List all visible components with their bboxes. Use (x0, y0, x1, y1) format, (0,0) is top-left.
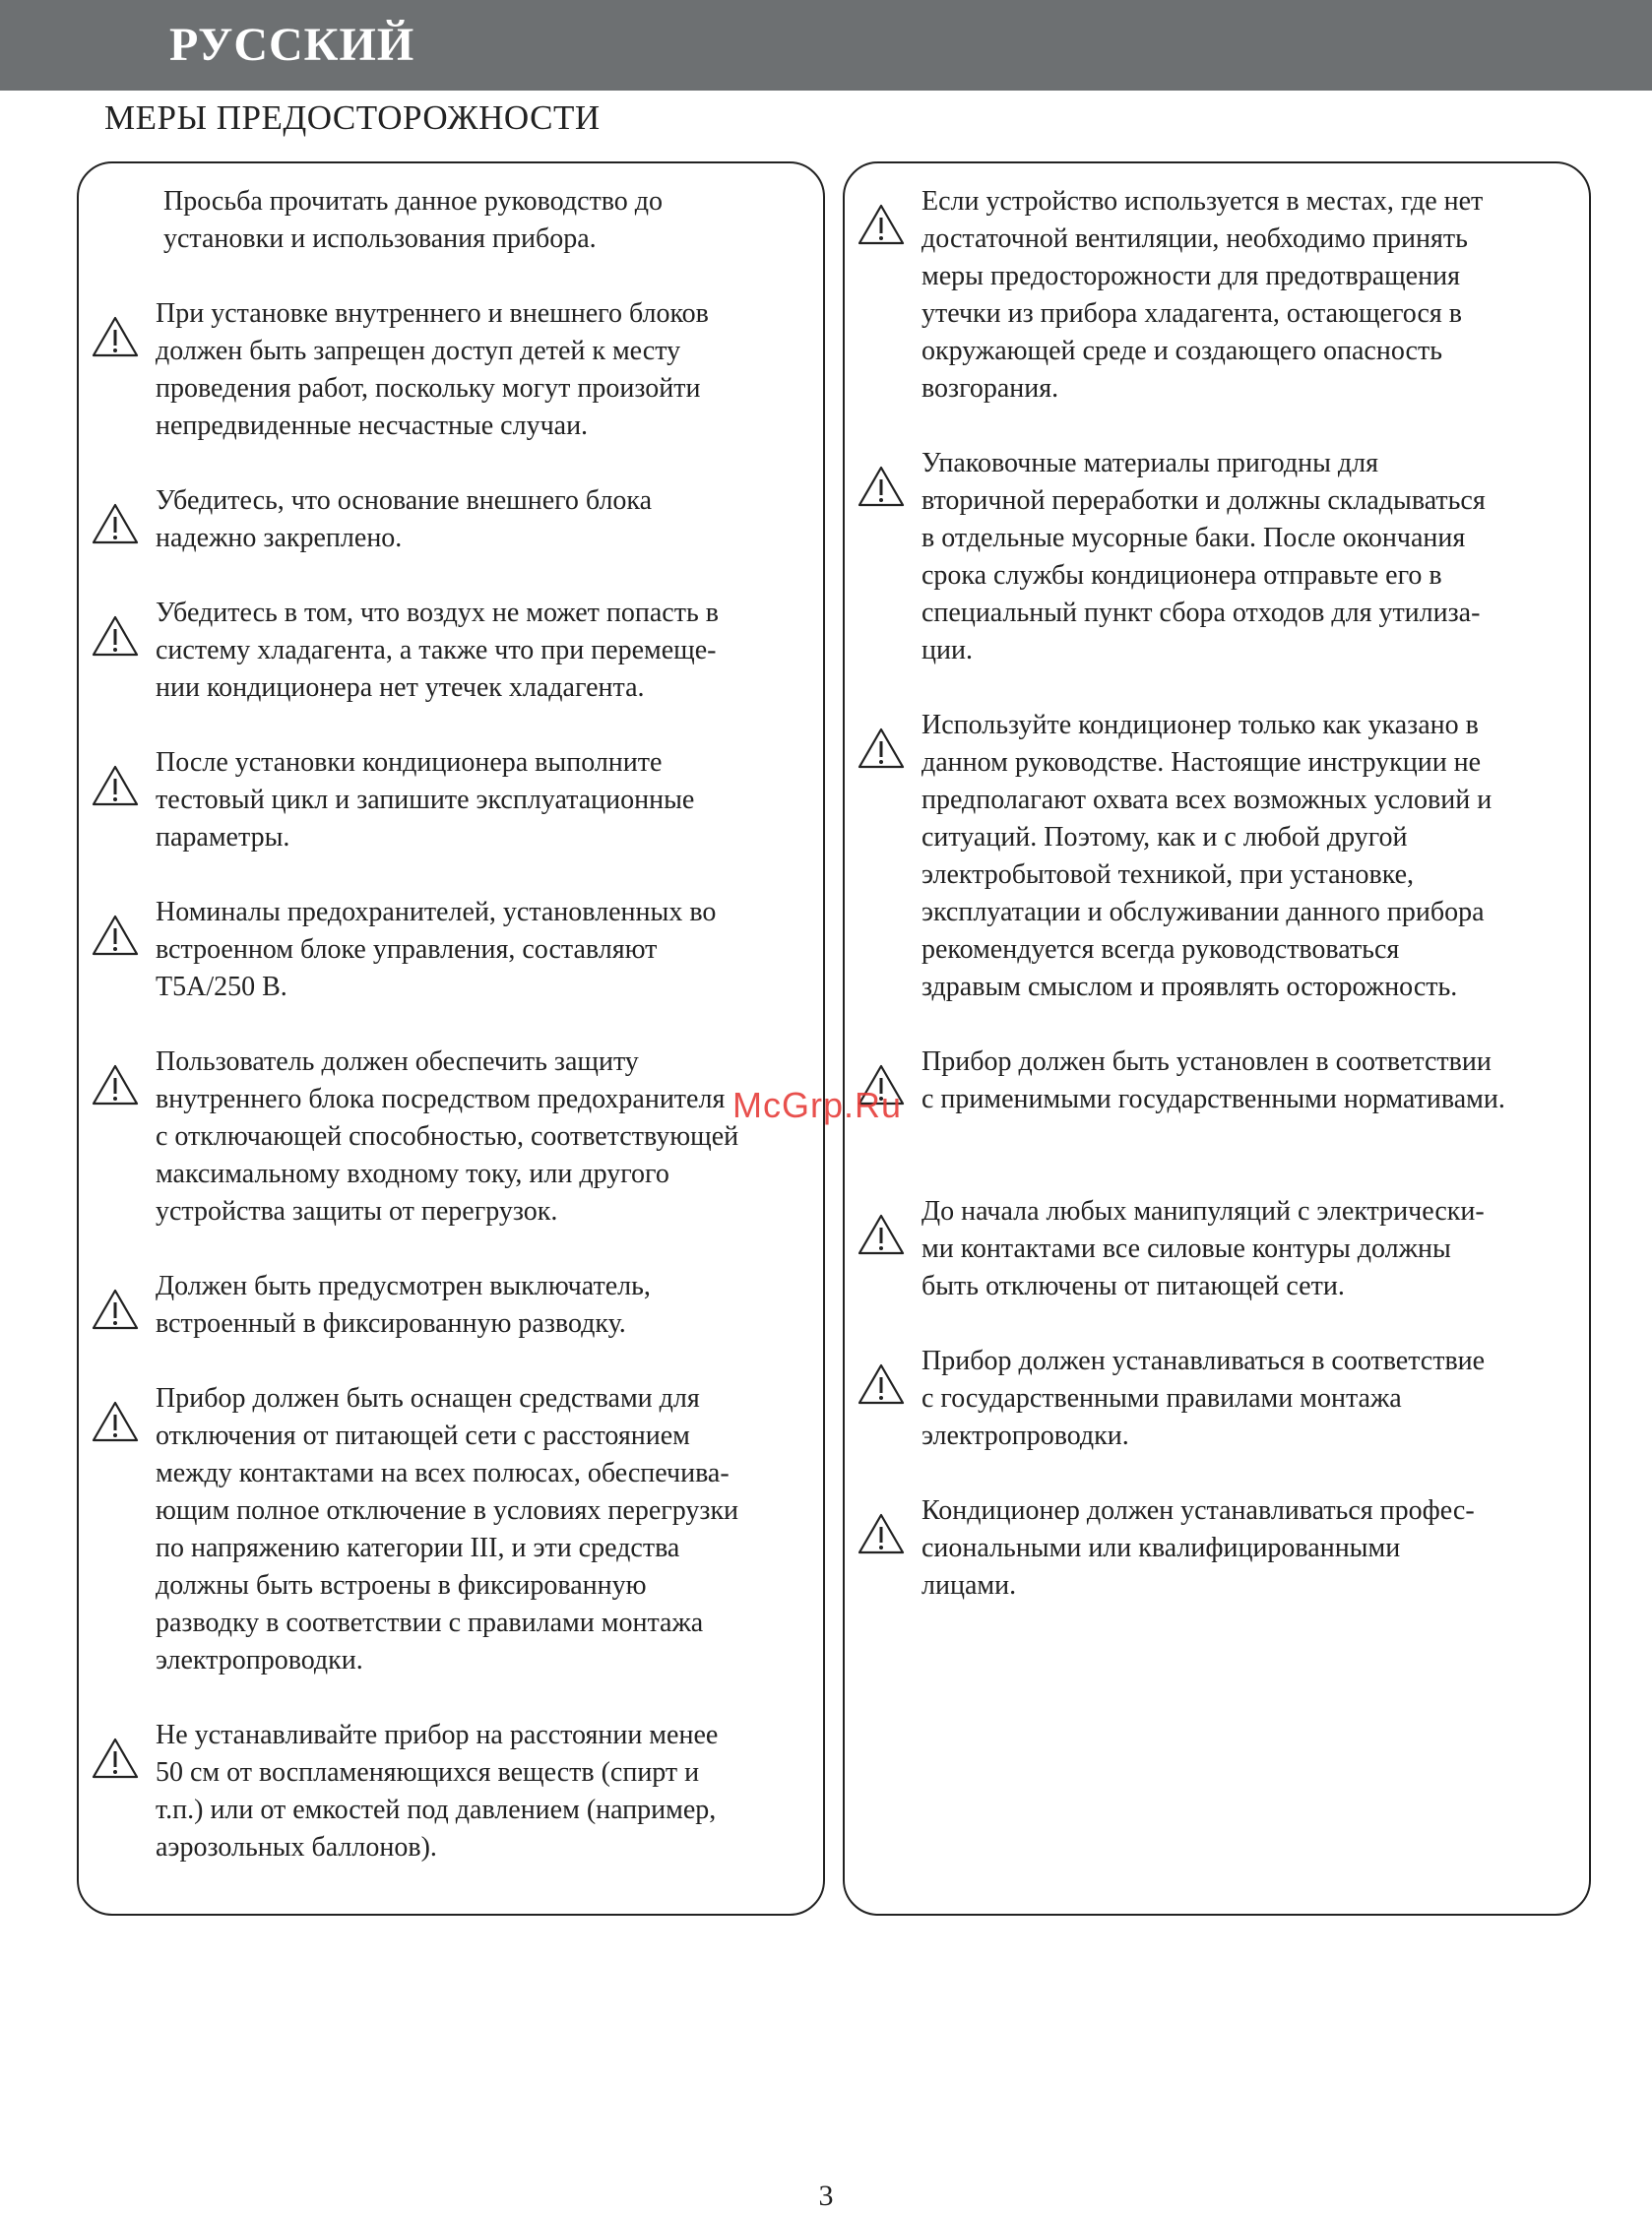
warning-triangle-icon (857, 203, 906, 246)
warning-text: Не устанавливайте прибор на расстоянии менее 50 см от воспламеняющихся веществ (спирт и т.п.) или от емкостей под давлением (например, аэрозольных баллонов). (156, 1720, 719, 1863)
warning-triangle-icon (857, 1512, 906, 1555)
warning-text: Кондиционер должен устанавливаться профес- сиональными или квалифицированными лицами. (921, 1495, 1475, 1601)
right-panel (843, 161, 1591, 1916)
warning-item (921, 445, 1591, 669)
warning-item (156, 482, 825, 557)
warning-text: Если устройство используется в местах, где нет достаточной вентиляции, необходимо принять меры предосторожности для предотвращения утечки из прибора хладагента, остающегося в окружающей среде и создающего опасность возгорания. (921, 186, 1484, 404)
warning-item (156, 295, 825, 445)
page-number: 3 (818, 2180, 834, 2212)
warning-item (921, 707, 1591, 1006)
intro-note (156, 183, 825, 258)
warning-text: Используйте кондиционер только как указано в данном руководстве. Настоящие инструкции не предполагают охвата всех возможных условий и ситуаций. Поэтому, как и с любой другой электробытовой техникой, при установке, эксплуатации и обслуживании данного прибора рекомендуется всегда руководствоваться здравым смыслом и проявлять осторожность. (921, 710, 1493, 1002)
warning-triangle-icon (91, 1063, 140, 1106)
warning-text: При установке внутреннего и внешнего блоков должен быть запрещен доступ детей к месту проведения работ, поскольку могут произойти непредвиденные несчастные случаи. (156, 298, 709, 441)
warning-triangle-icon (91, 1737, 140, 1780)
warning-triangle-icon (91, 764, 140, 807)
warning-item (921, 183, 1591, 408)
warning-triangle-icon (91, 614, 140, 658)
language-title: РУССКИЙ (169, 19, 415, 71)
section-title: МЕРЫ ПРЕДОСТОРОЖНОСТИ (104, 98, 601, 137)
warning-triangle-icon (91, 502, 140, 545)
warning-item (921, 1343, 1591, 1455)
warning-item (156, 744, 825, 856)
warning-triangle-icon (857, 465, 906, 508)
intro-text: Просьба прочитать данное руководство до установки и использования прибора. (163, 186, 664, 254)
warning-triangle-icon (91, 1288, 140, 1331)
warning-text: Убедитесь, что основание внешнего блока надежно закреплено. (156, 485, 653, 553)
warning-text: Прибор должен быть оснащен средствами для отключения от питающей сети с расстоянием между контактами на всех полюсах, обеспечива- ющим полное отключение в условиях перегрузки по напряжению категории III, и эти средства должны быть встроены в фиксированную разводку в соответствии с правилами монтажа электропроводки. (156, 1383, 739, 1676)
warning-triangle-icon (857, 727, 906, 770)
warning-text: Упаковочные материалы пригодны для вторичной переработки и должны складываться в отдельные мусорные баки. После окончания срока службы кондиционера отправьте его в специальный пункт сбора отходов для утилиза- ции. (921, 448, 1486, 665)
warning-text: После установки кондиционера выполните тестовый цикл и запишите эксплуатационные параметры. (156, 747, 695, 853)
warning-item (156, 1717, 825, 1866)
watermark: McGrp.Ru (732, 1085, 903, 1125)
header-band (0, 0, 1652, 91)
warning-item (156, 595, 825, 707)
warning-text: Прибор должен быть установлен в соответствии с применимыми государственными нормативами. (921, 1046, 1505, 1114)
warning-text: Убедитесь в том, что воздух не может попасть в систему хладагента, а также что при перемеще- нии кондиционера нет утечек хладагента. (156, 598, 719, 703)
warning-text: Пользователь должен обеспечить защиту внутреннего блока посредством предохранителя с отключающей способностью, соответствующей максимальному входному току, или другого устройства защиты от перегрузок. (156, 1046, 739, 1227)
warning-item (921, 1193, 1591, 1305)
warning-triangle-icon (857, 1362, 906, 1406)
warning-item (156, 894, 825, 1006)
warning-triangle-icon (857, 1213, 906, 1256)
warning-text: До начала любых манипуляций с электрически- ми контактами все силовые контуры должны быть отключены от питающей сети. (921, 1196, 1485, 1301)
warning-triangle-icon (91, 914, 140, 957)
left-panel (77, 161, 825, 1916)
warning-triangle-icon (91, 315, 140, 358)
warning-item (921, 1492, 1591, 1605)
warning-triangle-icon (91, 1400, 140, 1443)
warning-item (156, 1043, 825, 1231)
warning-text: Номиналы предохранителей, установленных во встроенном блоке управления, составляют T5A/250 В. (156, 897, 717, 1002)
warning-text: Должен быть предусмотрен выключатель, встроенный в фиксированную разводку. (156, 1271, 651, 1339)
warning-item (921, 1043, 1591, 1118)
warning-item (156, 1268, 825, 1343)
warning-text: Прибор должен устанавливаться в соответствие с государственными правилами монтажа электропроводки. (921, 1346, 1486, 1451)
warning-item (156, 1380, 825, 1679)
